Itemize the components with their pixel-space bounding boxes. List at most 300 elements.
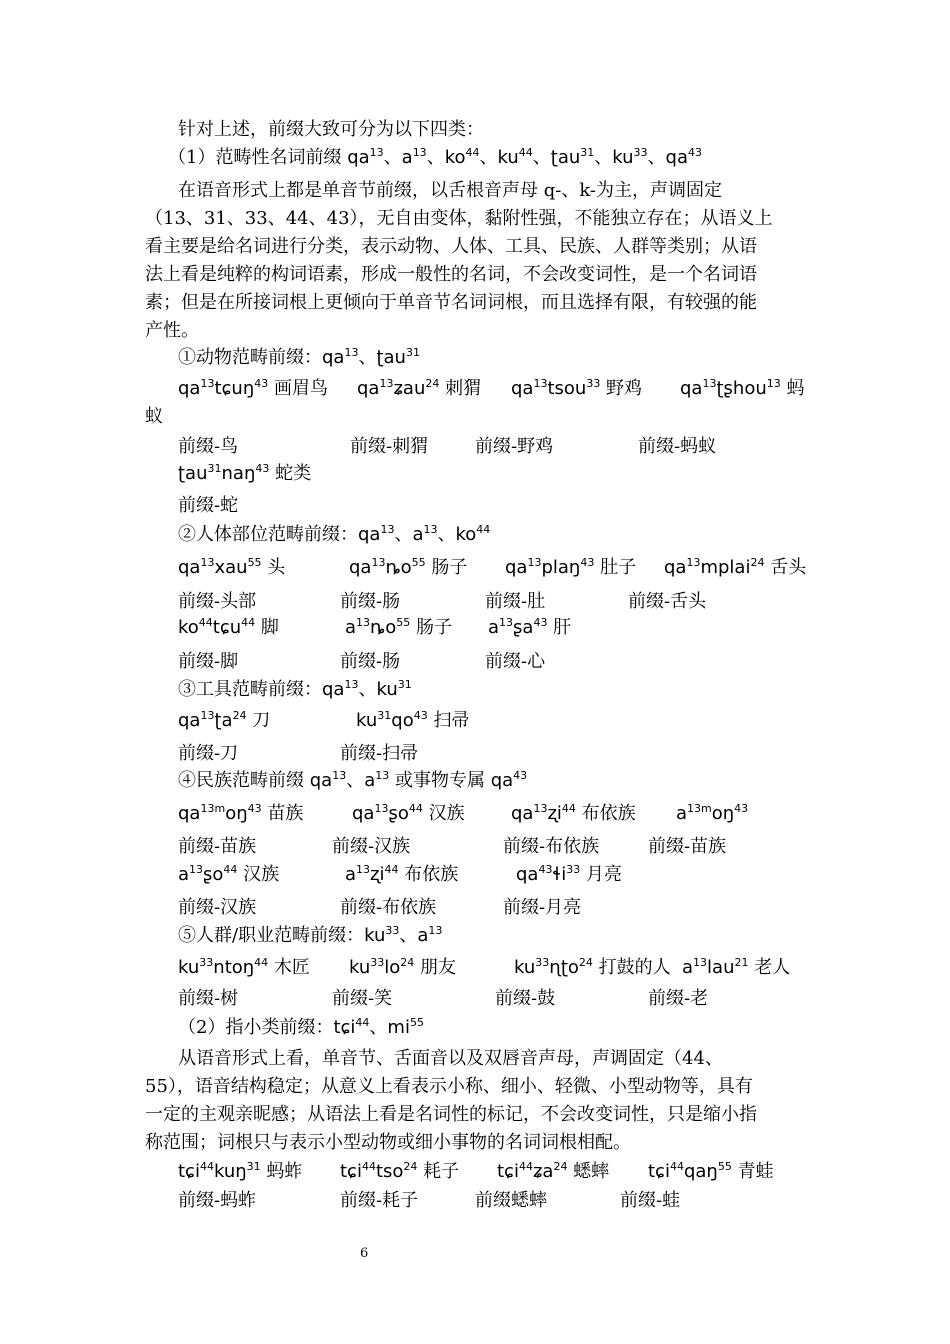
form-base: ʈau bbox=[550, 147, 581, 168]
ipa-transcription bbox=[349, 957, 414, 978]
ipa-form bbox=[310, 770, 346, 791]
root: ʈa bbox=[214, 710, 233, 731]
tone-number: 13 bbox=[344, 678, 359, 691]
tone-number: 13 bbox=[766, 377, 781, 390]
root: ʑau bbox=[393, 378, 426, 399]
prefix: ku bbox=[514, 957, 536, 978]
root: ntoŋ bbox=[213, 957, 255, 978]
tone-number: 43 bbox=[533, 616, 548, 629]
paragraph-line: 称范围；词根只与表示小型动物或细小事物的名词词根相配。 bbox=[145, 1132, 631, 1153]
example-item bbox=[349, 956, 456, 980]
prefix: ko bbox=[178, 617, 199, 638]
chinese-gloss: 蟋蟀 bbox=[567, 1161, 610, 1182]
tone-number: 31 bbox=[246, 1160, 261, 1173]
paragraph-line: 产性。 bbox=[145, 320, 199, 341]
chinese-gloss: 月亮 bbox=[580, 864, 622, 885]
tone-number: 44 bbox=[223, 863, 238, 876]
chinese-gloss: 扫帚 bbox=[427, 710, 470, 731]
prefix: ʈau bbox=[178, 463, 208, 484]
ipa-transcription bbox=[349, 557, 426, 578]
example-word bbox=[497, 1161, 609, 1182]
root: oŋ bbox=[711, 803, 735, 824]
form-base: a bbox=[364, 770, 376, 791]
root: ʑa bbox=[532, 1161, 554, 1182]
form-base: ku bbox=[376, 679, 398, 700]
form-base: qa bbox=[665, 147, 689, 168]
root: lo bbox=[384, 957, 401, 978]
tone-number: 43 bbox=[688, 146, 703, 159]
example-item bbox=[664, 556, 806, 580]
root: tsou bbox=[547, 378, 587, 399]
gloss-item: 前缀-鸟 bbox=[178, 436, 239, 457]
chinese-gloss: 蚂蚱 bbox=[260, 1161, 303, 1182]
paragraph-line: 从语音形式上看，单音节、舌面音以及双唇音声母，声调固定（44、 bbox=[178, 1048, 723, 1069]
separator: 、 bbox=[594, 147, 613, 168]
tone-number: 44 bbox=[518, 146, 533, 159]
tone-number: 13 bbox=[423, 523, 438, 536]
ipa-transcription bbox=[357, 378, 439, 399]
tone-number: 44 bbox=[198, 616, 213, 629]
root: ʐi bbox=[547, 803, 562, 824]
example-item bbox=[178, 377, 328, 401]
tone-number: 13 bbox=[693, 956, 708, 969]
root: xau bbox=[214, 557, 248, 578]
tone-number: 44 bbox=[465, 146, 480, 159]
root: oŋ bbox=[225, 803, 248, 824]
tone-number: 13 bbox=[380, 523, 395, 536]
gloss-item: 前缀-舌头 bbox=[628, 591, 707, 612]
tone-number: 44 bbox=[561, 802, 576, 815]
ipa-transcription bbox=[345, 864, 398, 885]
prefix: qa bbox=[178, 710, 201, 731]
prefix: a bbox=[345, 617, 357, 638]
prefix: qa bbox=[349, 557, 372, 578]
heading-text: （2）指小类前缀： bbox=[178, 1017, 334, 1038]
tone-number: 55 bbox=[247, 556, 262, 569]
separator: 、 bbox=[437, 524, 456, 545]
prefix: qa bbox=[511, 378, 534, 399]
chinese-gloss: 汉族 bbox=[422, 803, 465, 824]
root: mplai bbox=[700, 557, 751, 578]
ipa-form bbox=[347, 147, 383, 168]
gloss-item: 前缀-汉族 bbox=[332, 836, 411, 857]
tone-number: 44 bbox=[199, 1160, 214, 1173]
tone-number: 13 bbox=[200, 709, 215, 722]
example-item bbox=[356, 709, 469, 733]
gloss-item: 前缀-肠 bbox=[340, 651, 401, 672]
ipa-transcription bbox=[356, 710, 428, 731]
tone-number: 21 bbox=[734, 956, 749, 969]
prefix: tɕi bbox=[178, 1161, 200, 1182]
ipa-transcription bbox=[178, 710, 247, 731]
tone-number: 24 bbox=[400, 956, 415, 969]
example-item bbox=[680, 377, 804, 401]
heading-text: ⑤人群/职业范畴前缀： bbox=[178, 925, 365, 946]
chinese-gloss: 青蛙 bbox=[731, 1161, 774, 1182]
ipa-transcription bbox=[340, 1161, 417, 1182]
prefix: tɕi bbox=[340, 1161, 362, 1182]
tone-number: 43 bbox=[254, 377, 269, 390]
tone-number: 13 bbox=[428, 924, 443, 937]
separator: 、 bbox=[647, 147, 666, 168]
form-base: qa bbox=[490, 770, 514, 791]
gloss-item: 前缀-苗族 bbox=[648, 836, 727, 857]
example-item bbox=[511, 802, 636, 826]
separator: 、 bbox=[358, 347, 377, 368]
ipa-form bbox=[387, 1017, 424, 1038]
wrapped-gloss: 蚁 bbox=[145, 406, 163, 427]
root: tɕu bbox=[212, 617, 242, 638]
example-item bbox=[178, 802, 303, 826]
root: tso bbox=[375, 1161, 404, 1182]
chinese-gloss: 头 bbox=[261, 557, 286, 578]
ipa-transcription bbox=[178, 1161, 261, 1182]
gloss-text: 前缀-蛇 bbox=[178, 495, 239, 516]
root: ɳʈo bbox=[549, 957, 579, 978]
heading-text: （1）范畴性名词前缀 bbox=[168, 147, 348, 168]
example-item bbox=[178, 1160, 302, 1184]
tone-number: 24 bbox=[578, 956, 593, 969]
prefix: ku bbox=[349, 957, 371, 978]
gloss-item: 前缀-扫帚 bbox=[340, 743, 419, 764]
example-word bbox=[349, 557, 467, 578]
example-word bbox=[488, 617, 571, 638]
tone-number: 13m bbox=[200, 802, 226, 815]
example-item bbox=[682, 956, 790, 980]
tone-number: 31 bbox=[580, 146, 595, 159]
gloss-item: 前缀蟋蟀 bbox=[475, 1190, 547, 1211]
chinese-gloss: 画眉鸟 bbox=[268, 378, 328, 399]
ipa-transcription bbox=[178, 957, 268, 978]
ipa-transcription bbox=[178, 864, 237, 885]
ipa-transcription bbox=[345, 617, 410, 638]
ipa-transcription bbox=[352, 803, 423, 824]
tone-number: 44 bbox=[355, 1016, 370, 1029]
ipa-transcription bbox=[516, 864, 580, 885]
tone-number: 13 bbox=[499, 616, 514, 629]
root: ʂa bbox=[513, 617, 534, 638]
example-item bbox=[357, 377, 481, 401]
form-base: a bbox=[412, 524, 424, 545]
gloss-item: 前缀-树 bbox=[178, 988, 239, 1009]
paragraph-line: 55），语音结构稳定；从意义上看表示小称、细小、轻微、小型动物等，具有 bbox=[145, 1076, 753, 1097]
prefix: a bbox=[345, 864, 357, 885]
chinese-gloss: 布依族 bbox=[398, 864, 459, 885]
separator: 、 bbox=[479, 147, 498, 168]
tone-number: 13 bbox=[533, 802, 548, 815]
tone-number: 24 bbox=[403, 1160, 418, 1173]
tone-number: 24 bbox=[425, 377, 440, 390]
ipa-transcription bbox=[664, 557, 764, 578]
tone-number: 55 bbox=[411, 556, 426, 569]
example-word bbox=[178, 378, 328, 399]
example-word bbox=[345, 617, 452, 638]
form-base: ku bbox=[364, 925, 386, 946]
root: ʂo bbox=[203, 864, 224, 885]
ipa-transcription bbox=[497, 1161, 567, 1182]
tone-number: 44 bbox=[518, 1160, 533, 1173]
form-base: ʈau bbox=[376, 347, 406, 368]
tone-number: 13 bbox=[200, 556, 215, 569]
example-word bbox=[682, 957, 790, 978]
ipa-form bbox=[364, 770, 389, 791]
root: ʐi bbox=[370, 864, 385, 885]
ipa-transcription bbox=[488, 617, 547, 638]
ipa-form bbox=[412, 524, 437, 545]
gloss-item: 前缀-月亮 bbox=[503, 897, 582, 918]
paragraph-line: 一定的主观亲昵感；从语法上看是名词性的标记，不会改变词性，只是缩小指 bbox=[145, 1104, 757, 1125]
tone-number: 43 bbox=[247, 802, 262, 815]
subsection-heading bbox=[178, 924, 442, 948]
ipa-form bbox=[322, 679, 358, 700]
prefix: qa bbox=[178, 557, 201, 578]
tone-number: 33 bbox=[535, 956, 550, 969]
form-base: a bbox=[401, 147, 413, 168]
separator: 、 bbox=[358, 679, 377, 700]
tone-number: 13 bbox=[374, 802, 389, 815]
prefix: a bbox=[488, 617, 500, 638]
ipa-transcription bbox=[178, 617, 255, 638]
form-base: tɕi bbox=[333, 1017, 356, 1038]
paragraph-line: 在语音形式上都是单音节前缀，以舌根音声母 q-、k-为主，声调固定 bbox=[178, 180, 722, 201]
page-number: 6 bbox=[360, 1246, 369, 1261]
tone-number: 44 bbox=[408, 802, 423, 815]
gloss-item: 前缀-布依族 bbox=[340, 897, 437, 918]
gloss-item: 前缀-肠 bbox=[340, 591, 401, 612]
root: tɕuŋ bbox=[214, 378, 255, 399]
prefix: qa bbox=[357, 378, 380, 399]
example-word bbox=[511, 803, 636, 824]
gloss-item: 前缀-头部 bbox=[178, 591, 257, 612]
example-word bbox=[352, 803, 465, 824]
prefix: a bbox=[178, 864, 190, 885]
gloss-item: 前缀-刀 bbox=[178, 743, 239, 764]
chinese-gloss: 朋友 bbox=[414, 957, 457, 978]
example-word bbox=[664, 557, 806, 578]
ipa-form bbox=[333, 1017, 369, 1038]
ipa-transcription bbox=[682, 957, 748, 978]
example-word bbox=[345, 864, 458, 885]
example-item bbox=[178, 462, 311, 486]
gloss-item: 前缀-刺猬 bbox=[350, 436, 429, 457]
ipa-transcription bbox=[514, 957, 593, 978]
paragraph-line: 素；但是在所接词根上更倾向于单音节名词词根，而且选择有限，有较强的能 bbox=[145, 292, 757, 313]
prefix: qa bbox=[178, 378, 201, 399]
heading-text: ③工具范畴前缀： bbox=[178, 679, 322, 700]
tone-number: 13 bbox=[200, 377, 215, 390]
prefix: ku bbox=[356, 710, 378, 731]
prefix: qa bbox=[352, 803, 375, 824]
example-word bbox=[676, 803, 748, 824]
example-item bbox=[648, 1160, 774, 1184]
heading-text: ②人体部位范畴前缀： bbox=[178, 524, 358, 545]
gloss-item: 前缀-老 bbox=[648, 988, 709, 1009]
example-item bbox=[340, 1160, 459, 1184]
gloss-item: 前缀-蚂蚱 bbox=[178, 1190, 257, 1211]
gloss-item: 前缀-苗族 bbox=[178, 836, 257, 857]
example-item bbox=[516, 863, 622, 887]
form-base: qa bbox=[309, 770, 333, 791]
form-base: ku bbox=[612, 147, 634, 168]
heading-text: 或事物专属 bbox=[389, 770, 491, 791]
tone-number: 44 bbox=[361, 1160, 376, 1173]
ipa-transcription bbox=[178, 463, 269, 484]
tone-number: 24 bbox=[232, 709, 247, 722]
ipa-transcription bbox=[178, 557, 262, 578]
example-word bbox=[178, 1161, 302, 1182]
tone-number: 44 bbox=[241, 616, 256, 629]
ipa-transcription bbox=[178, 378, 268, 399]
example-item bbox=[178, 863, 279, 887]
ipa-form bbox=[491, 770, 527, 791]
separator: 、 bbox=[369, 1017, 388, 1038]
root: naŋ bbox=[221, 463, 256, 484]
ipa-form bbox=[456, 524, 491, 545]
tone-number: 33 bbox=[566, 863, 581, 876]
tone-number: 43 bbox=[413, 709, 428, 722]
gloss-item: 前缀-蚂蚁 bbox=[638, 436, 717, 457]
chinese-gloss: 刀 bbox=[246, 710, 271, 731]
example-word bbox=[178, 463, 311, 484]
chinese-gloss: 老人 bbox=[748, 957, 791, 978]
separator: 、 bbox=[346, 770, 365, 791]
chinese-gloss: 脚 bbox=[255, 617, 279, 638]
example-word bbox=[178, 803, 303, 824]
example-word bbox=[178, 617, 279, 638]
ipa-transcription bbox=[676, 803, 748, 824]
gloss-item: 前缀-脚 bbox=[178, 651, 239, 672]
form-base: qa bbox=[347, 147, 370, 168]
gloss-item: 前缀-汉族 bbox=[178, 897, 257, 918]
example-word bbox=[178, 557, 285, 578]
example-item bbox=[345, 616, 452, 640]
ipa-form bbox=[417, 925, 442, 946]
root: kuŋ bbox=[213, 1161, 247, 1182]
example-item bbox=[178, 709, 270, 733]
section2-heading bbox=[178, 1016, 424, 1040]
example-item bbox=[349, 556, 467, 580]
separator: 、 bbox=[399, 925, 418, 946]
chinese-gloss: 木匠 bbox=[268, 957, 310, 978]
form-base: ko bbox=[444, 147, 466, 168]
tone-number: 43 bbox=[513, 769, 528, 782]
tone-number: 13 bbox=[412, 146, 427, 159]
chinese-gloss: 苗族 bbox=[261, 803, 304, 824]
subsection-heading bbox=[178, 523, 490, 547]
example-item bbox=[178, 616, 279, 640]
gloss-item: 前缀-心 bbox=[485, 651, 546, 672]
tone-number: 33 bbox=[586, 377, 601, 390]
example-item bbox=[178, 556, 285, 580]
chinese-gloss: 蛇类 bbox=[269, 463, 312, 484]
tone-number: 13 bbox=[344, 346, 359, 359]
gloss-item: 前缀-蛙 bbox=[620, 1190, 681, 1211]
chinese-gloss: 舌头 bbox=[764, 557, 807, 578]
ipa-form bbox=[612, 147, 647, 168]
tone-number: 43 bbox=[580, 556, 595, 569]
form-base: a bbox=[417, 925, 429, 946]
tone-number: 55 bbox=[396, 616, 411, 629]
example-word bbox=[514, 957, 671, 978]
ipa-transcription bbox=[511, 803, 576, 824]
gloss-item: 前缀-野鸡 bbox=[475, 436, 554, 457]
paragraph-line: （13、31、33、44、43），无自由变体，黏附性强，不能独立存在；从语义上 bbox=[145, 208, 773, 229]
tone-number: 13 bbox=[356, 616, 371, 629]
example-word bbox=[357, 378, 481, 399]
prefix: qa bbox=[178, 803, 201, 824]
subsection-heading bbox=[178, 346, 420, 370]
example-word bbox=[178, 957, 310, 978]
example-word bbox=[349, 957, 456, 978]
prefix: ku bbox=[178, 957, 200, 978]
prefix: a bbox=[682, 957, 694, 978]
ipa-form bbox=[364, 925, 399, 946]
gloss-item: 前缀-鼓 bbox=[495, 988, 556, 1009]
tone-number: 13 bbox=[356, 863, 371, 876]
prefix: qa bbox=[505, 557, 528, 578]
prefix: a bbox=[676, 803, 688, 824]
tone-number: 31 bbox=[207, 462, 222, 475]
form-base: qa bbox=[322, 679, 345, 700]
chinese-gloss: 肠子 bbox=[410, 617, 452, 638]
tone-number: 13 bbox=[533, 377, 548, 390]
example-item bbox=[511, 377, 642, 401]
example-item bbox=[505, 556, 636, 580]
form-base: ku bbox=[497, 147, 519, 168]
tone-number: 44 bbox=[476, 523, 491, 536]
form-base: ko bbox=[455, 524, 477, 545]
subsection-heading bbox=[178, 678, 412, 702]
separator: 、 bbox=[426, 147, 445, 168]
ipa-transcription bbox=[648, 1161, 732, 1182]
ipa-form bbox=[402, 147, 427, 168]
example-word bbox=[356, 710, 469, 731]
ipa-form bbox=[376, 679, 411, 700]
tone-number: 55 bbox=[409, 1016, 424, 1029]
ipa-transcription bbox=[178, 803, 262, 824]
ipa-form bbox=[358, 524, 394, 545]
tone-number: 13 bbox=[371, 556, 386, 569]
gloss-item: 前缀-布依族 bbox=[503, 836, 600, 857]
tone-number: 44 bbox=[384, 863, 399, 876]
root: qaŋ bbox=[683, 1161, 718, 1182]
example-word bbox=[340, 1161, 459, 1182]
separator: 、 bbox=[383, 147, 402, 168]
paragraph-line: 法上看是纯粹的构词语素，形成一般性的名词，不会改变词性，是一个名词语 bbox=[145, 264, 757, 285]
example-item bbox=[676, 802, 748, 826]
prefix: qa bbox=[664, 557, 687, 578]
root: lau bbox=[707, 957, 735, 978]
root: qo bbox=[391, 710, 414, 731]
tone-number: 44 bbox=[254, 956, 269, 969]
example-word bbox=[516, 864, 622, 885]
separator: 、 bbox=[394, 524, 413, 545]
tone-number: 13m bbox=[687, 802, 712, 815]
ipa-form bbox=[376, 347, 420, 368]
prefix: tɕi bbox=[648, 1161, 670, 1182]
tone-number: 43 bbox=[734, 802, 749, 815]
ipa-transcription bbox=[511, 378, 600, 399]
example-item bbox=[497, 1160, 609, 1184]
tone-number: 33 bbox=[385, 924, 400, 937]
tone-number: 31 bbox=[405, 346, 420, 359]
tone-number: 13 bbox=[702, 377, 717, 390]
chinese-gloss: 肝 bbox=[547, 617, 572, 638]
chinese-gloss: 野鸡 bbox=[600, 378, 643, 399]
tone-number: 24 bbox=[750, 556, 765, 569]
tone-number: 24 bbox=[553, 1160, 568, 1173]
chinese-gloss: 打鼓的人 bbox=[592, 957, 671, 978]
